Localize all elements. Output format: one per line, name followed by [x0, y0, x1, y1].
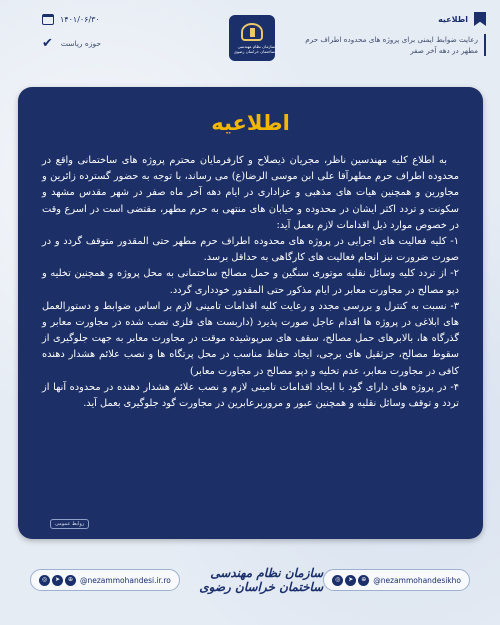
- footer-right-social-icons: [332, 575, 369, 586]
- unit-row: [42, 37, 152, 50]
- footer-right-handle-text: @nezammohandesikho: [373, 575, 461, 585]
- footer-left-handle-text: @nezammohandesi.ir.ro: [80, 575, 171, 585]
- card-item-4: ۴- در پروژه های دارای گود با ایجاد اقدامات تامینی لازم و نصب علائم هشدار دهنده در محدوده آنها از تردد و توقف وسائل نقلیه و همچنین عبور و مروربرعابرین در مجاورت گود جلوگیری بعمل آید.: [42, 381, 459, 410]
- footer-right-handle[interactable]: [323, 569, 470, 591]
- header-subtitle: رعایت ضوابط ایمنی برای پروژه های محدوده اطراف حرم مطهر در دهه آخر صفر: [286, 34, 486, 56]
- instagram-icon: ◎: [332, 575, 343, 586]
- card-item-1: ۱- کلیه فعالیت های اجرایی در پروژه های محدوده اطراف حرم مطهر حتی المقدور متوقف گردد و در صورت ضرورت نیز انجام فعالیت های کارگاهی به حداقل برسد.: [42, 236, 459, 264]
- calendar-icon: [42, 14, 54, 25]
- instagram-icon: ◎: [39, 575, 50, 586]
- logo-emblem-icon: [241, 23, 263, 41]
- date-row: [42, 14, 152, 25]
- footer-left-handle[interactable]: [30, 569, 180, 591]
- footer-organization-name: سازمان نظام مهندسی ساختمان خراسان رضوی: [199, 566, 324, 594]
- header-title: اطلاعیه: [438, 14, 468, 24]
- header-date: ۱۴۰۱/۰۶/۳۰: [60, 15, 100, 24]
- header-announcement: [286, 12, 486, 74]
- web-icon: ⊕: [65, 575, 76, 586]
- header: [0, 0, 500, 82]
- header-title-row: [286, 12, 486, 26]
- footer: [30, 566, 470, 594]
- card-item-3: ۳- نسبت به کنترل و بررسی مجدد و رعایت کلیه اقدامات تامینی لازم بر اساس ضوابط و دستورالعمل های ابلاغی در پروژه ها اقدام عاجل صورت پذیرد (داربست های فلزی نصب شده در مجاورت معابر و گذرگاه ها، بالابرهای حمل مصالح، سقف های سرپوشیده موقت در مجاورت معابر به جهت جلوگیری از سقوط مصالح، جرثقیل های برجی، ایجاد حفاظ مناسب در محل پرتگاه ها و نصب علائم هشدار دهنده کافی در مجاورت معابر، عدم تخلیه و دپو مصالح در مجاورت معابر): [42, 300, 459, 377]
- footer-left-social-icons: [39, 575, 76, 586]
- logo-text: سازمان نظام مهندسی ساختمان خراسان رضوی: [233, 43, 275, 54]
- announcement-card: [18, 87, 483, 539]
- card-title: اطلاعیه: [211, 111, 290, 135]
- header-unit: حوزه ریاست: [60, 39, 101, 48]
- web-icon: ⊕: [358, 575, 369, 586]
- organization-logo: [229, 15, 275, 61]
- card-item-2: ۲- از تردد کلیه وسائل نقلیه موتوری سنگین و حمل مصالح ساختمانی به محل پروژه و همچنین تخلیه و دپو مصالح در مجاورت معابر در ایام مذکور حتی المقدور خودداری گردد.: [42, 268, 459, 296]
- bookmark-icon: [474, 12, 486, 26]
- card-body: [42, 153, 459, 412]
- telegram-icon: ➤: [52, 575, 63, 586]
- card-intro: به اطلاع کلیه مهندسین ناظر، مجریان ذیصلاح و کارفرمایان محترم پروژه های ساختمانی واقع در محدوده اطراف حرم مطهرآقا علی ابن موسی الرضا(ع) می رساند، با توجه به حضور گسترده زائرین و مجاورین و همچنین هیات های مذهبی و عزاداری در ایام دهه آخر ماه صفر در شهر مقدس مشهد و سکونت و تردد اکثر ایشان در محدوده و خیابان های منتهی به حرم مطهر، مقتضی است در اسرع وقت در خصوص موارد ذیل اقدامات لازم بعمل آید:: [42, 155, 459, 231]
- header-meta: [42, 14, 152, 74]
- telegram-icon: ➤: [345, 575, 356, 586]
- check-icon: ✔: [42, 36, 53, 51]
- public-relations-tag: روابط عمومی: [50, 519, 89, 529]
